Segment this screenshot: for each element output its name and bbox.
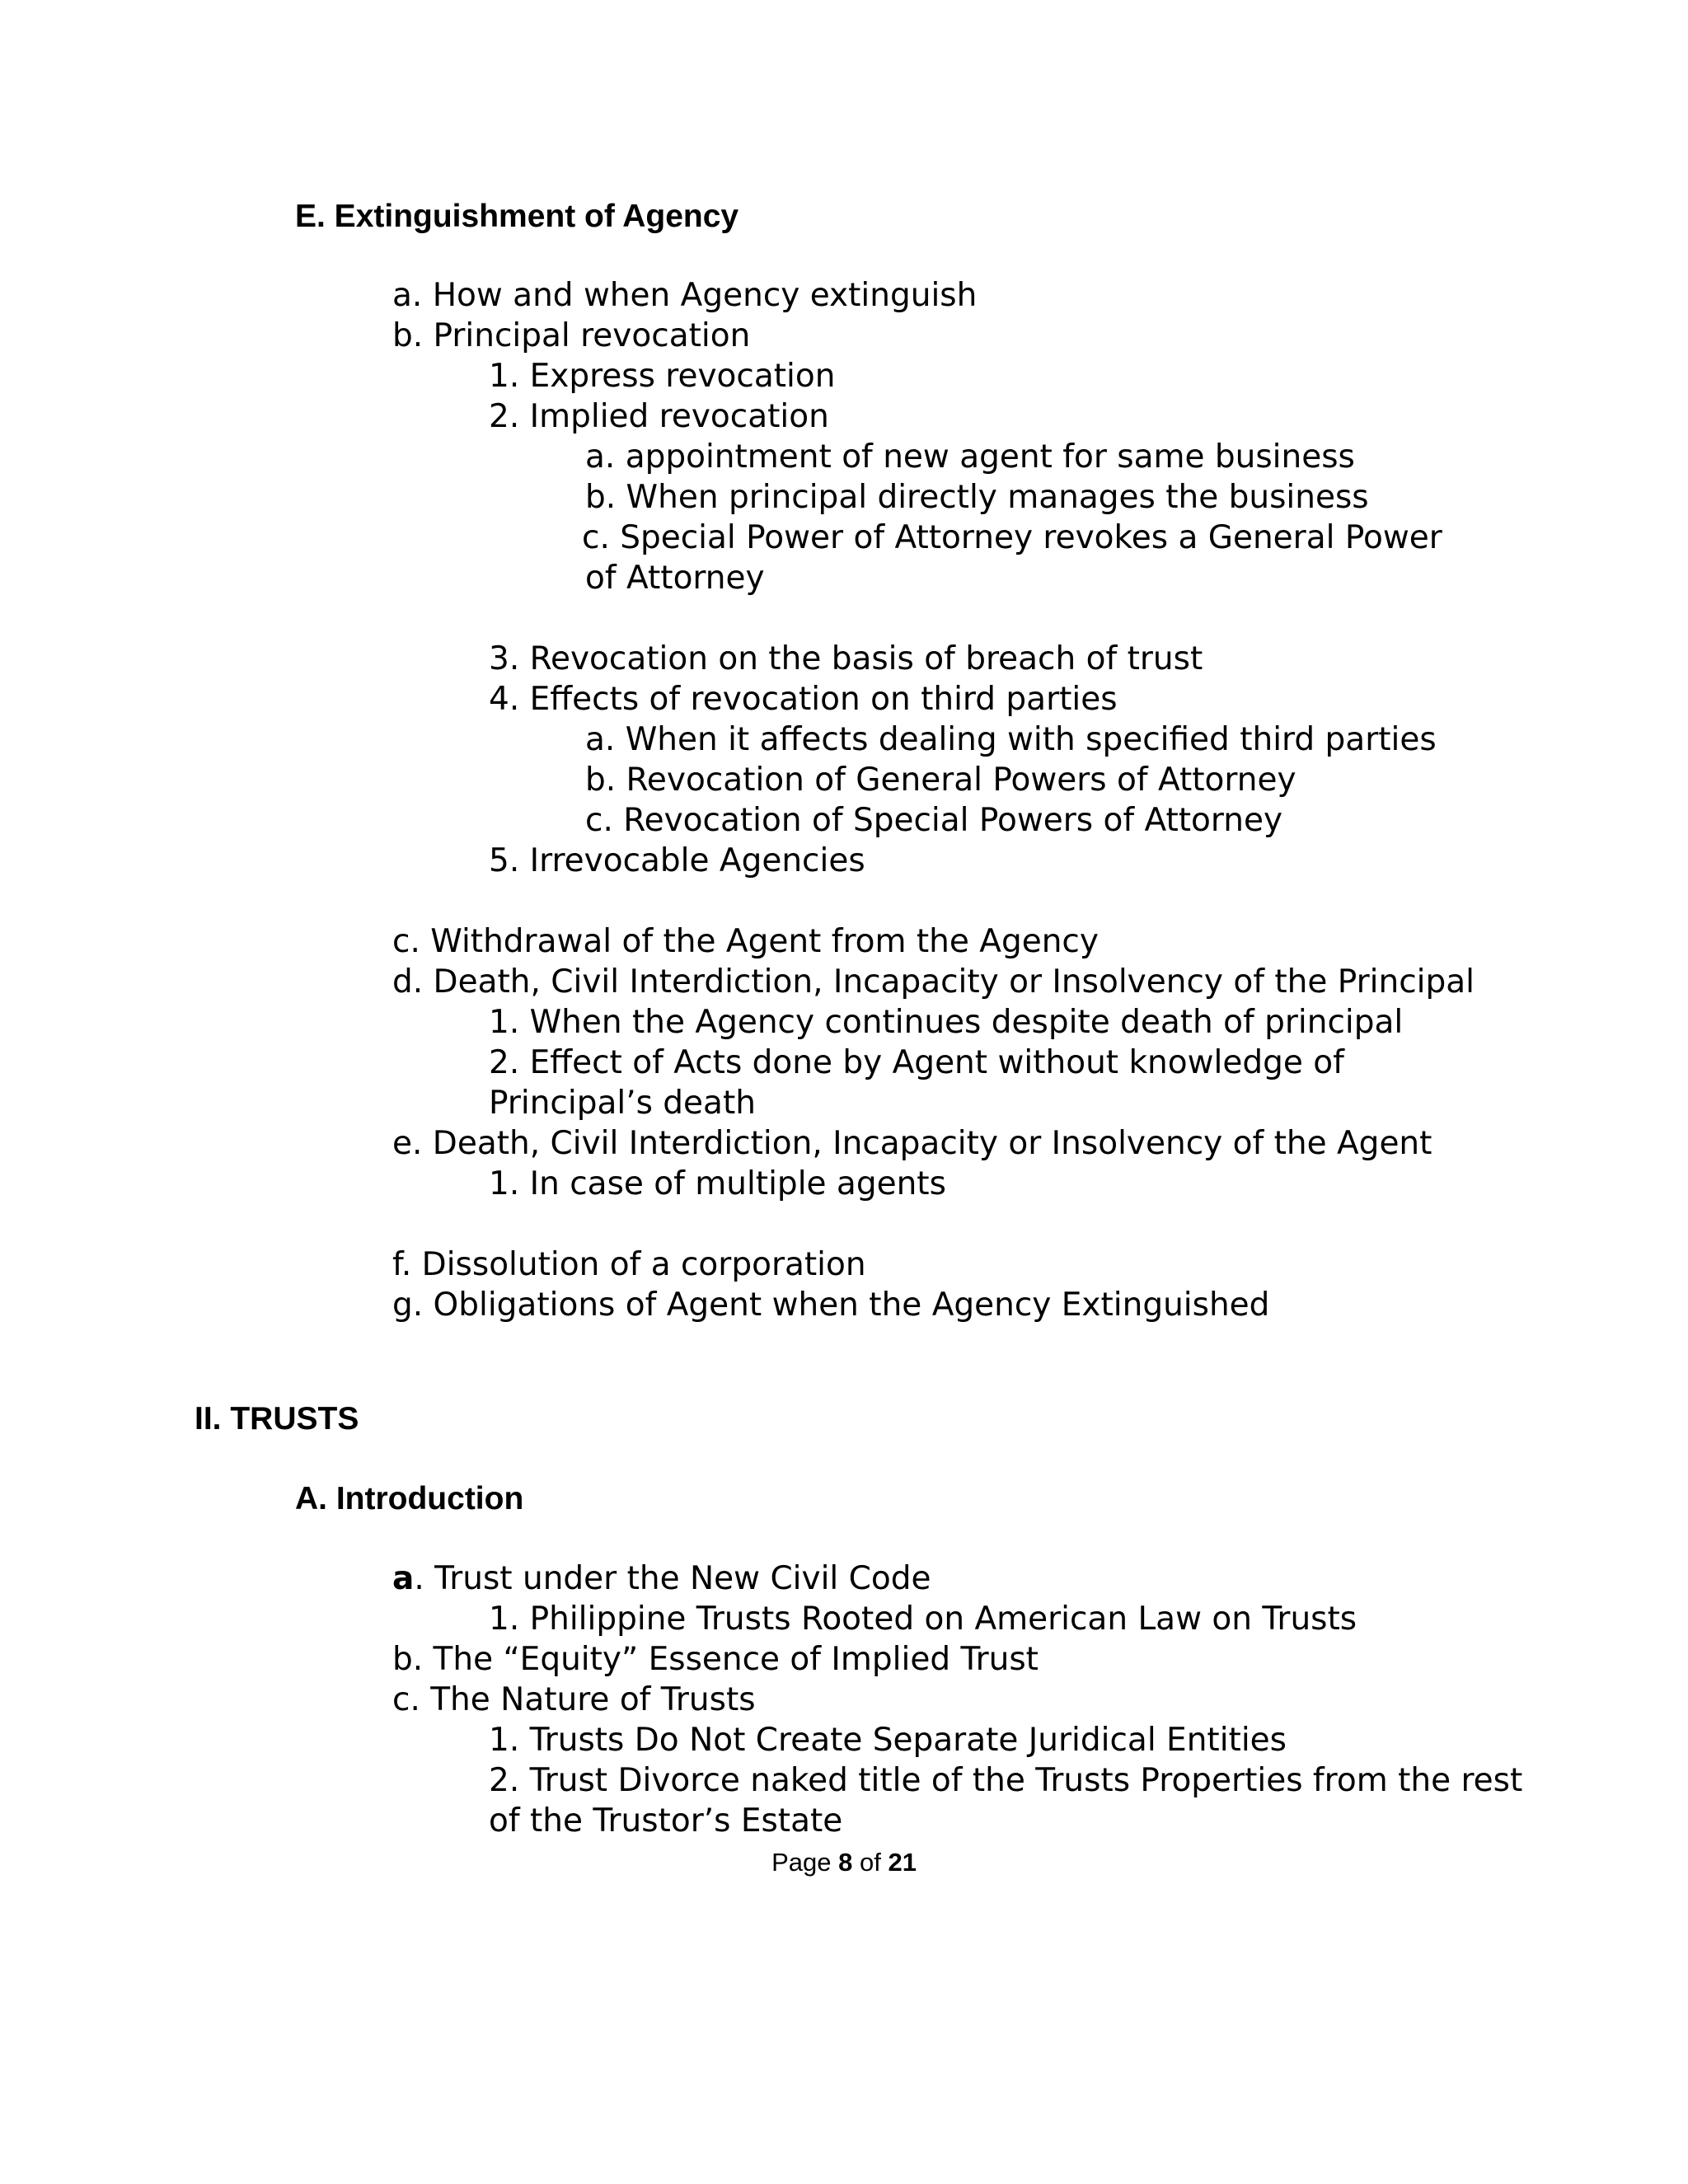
outline-item: d. Death, Civil Interdiction, Incapacity or Insolvency of the Principal [392,963,1475,1001]
outline-item-text: . Trust under the New Civil Code [414,1560,931,1597]
outline-item: 2. Trust Divorce naked title of the Trusts Properties from the rest [489,1762,1523,1799]
outline-item [392,1558,931,1599]
outline-item-continuation: Principal’s death [489,1085,756,1122]
outline-item: 1. When the Agency continues despite death of principal [489,1004,1404,1041]
outline-item: b. Revocation of General Powers of Attorney [585,762,1296,799]
outline-item: c. Revocation of Special Powers of Attorney [585,802,1283,839]
outline-item-continuation: of Attorney [585,560,765,597]
page-footer [0,1846,1688,1879]
outline-item: a. When it affects dealing with specified third parties [585,721,1437,758]
outline-item: e. Death, Civil Interdiction, Incapacity or Insolvency of the Agent [392,1125,1432,1162]
outline-item: a. appointment of new agent for same business [585,438,1355,476]
outline-item: 2. Effect of Acts done by Agent without knowledge of [489,1044,1344,1081]
bold-letter: a [392,1560,415,1597]
section-heading: E. Extinguishment of Agency [295,199,739,234]
outline-item: 1. Express revocation [489,358,836,395]
footer-prefix: Page [771,1848,832,1877]
outline-item: c. The Nature of Trusts [392,1681,756,1718]
outline-item: b. When principal directly manages the business [585,479,1369,516]
outline-item: f. Dissolution of a corporation [392,1246,866,1283]
outline-item: c. Withdrawal of the Agent from the Agency [392,923,1099,960]
part-heading: II. TRUSTS [195,1401,359,1436]
footer-total-pages: 21 [888,1848,917,1877]
outline-item: a. How and when Agency extinguish [392,277,978,314]
outline-item: 3. Revocation on the basis of breach of trust [489,640,1203,677]
outline-item-continuation: of the Trustor’s Estate [489,1802,843,1840]
footer-of: of [859,1848,881,1877]
outline-item: b. The “Equity” Essence of Implied Trust [392,1641,1039,1678]
outline-item: 1. Trusts Do Not Create Separate Juridical Entities [489,1722,1287,1759]
outline-item: c. Special Power of Attorney revokes a General Power [582,519,1442,556]
section-heading: A. Introduction [295,1481,524,1516]
outline-item: g. Obligations of Agent when the Agency Extinguished [392,1286,1270,1324]
outline-item: 1. In case of multiple agents [489,1165,946,1202]
outline-item: 1. Philippine Trusts Rooted on American Law on Trusts [489,1601,1357,1638]
footer-current-page: 8 [838,1848,853,1877]
outline-item: 5. Irrevocable Agencies [489,842,865,879]
outline-item: 2. Implied revocation [489,398,829,435]
outline-item: b. Principal revocation [392,317,751,354]
outline-item: 4. Effects of revocation on third parties [489,681,1118,718]
